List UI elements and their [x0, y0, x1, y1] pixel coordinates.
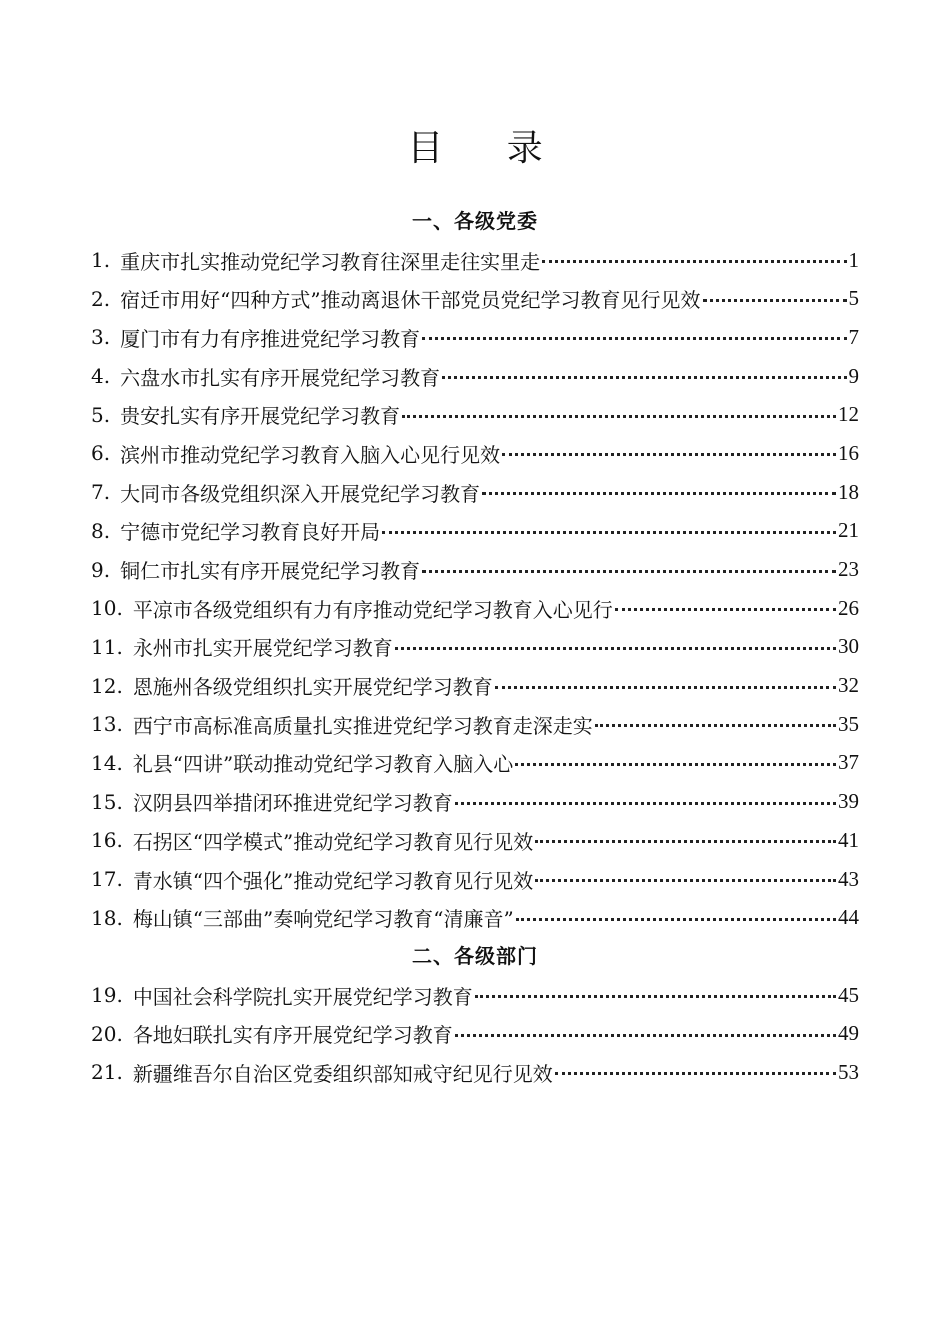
entry-page-number: 12 [838, 402, 859, 427]
dot-leader [595, 714, 836, 734]
entry-number: 7 . [91, 480, 120, 504]
entry-page-number: 35 [838, 711, 859, 736]
entry-number: 20 . [91, 1022, 133, 1046]
dot-leader [482, 482, 836, 502]
entry-title: 宿迁市用好“四种方式”推动离退休干部党员党纪学习教育见行见效 [120, 288, 701, 313]
entry-number: 8 . [91, 519, 120, 543]
entry-title: 六盘水市扎实有序开展党纪学习教育 [120, 365, 441, 390]
dot-leader [475, 985, 836, 1005]
toc-entry[interactable] [91, 395, 859, 434]
entry-page-number: 18 [838, 479, 859, 504]
entry-number: 4 . [91, 364, 120, 388]
entry-page-number: 30 [838, 634, 859, 659]
toc-entry[interactable] [91, 821, 859, 860]
entry-title: 梅山镇“三部曲”奏响党纪学习教育“清廉音” [132, 907, 514, 932]
entry-number: 16 . [91, 828, 133, 852]
entry-number: 6 . [91, 441, 120, 465]
entry-title: 中国社会科学院扎实开展党纪学习教育 [132, 984, 473, 1009]
entry-page-number: 45 [838, 982, 859, 1007]
entry-page-number: 43 [838, 866, 859, 891]
toc-entry[interactable] [91, 898, 859, 937]
entry-page-number: 26 [838, 595, 859, 620]
entry-title: 滨州市推动党纪学习教育入脑入心见行见效 [120, 442, 501, 467]
entry-title: 重庆市扎实推动党纪学习教育往深里走往实里走 [120, 249, 541, 274]
dot-leader [542, 250, 846, 270]
entry-title: 汉阴县四举措闭环推进党纪学习教育 [132, 791, 453, 816]
dot-leader [442, 366, 846, 386]
entry-title: 永州市扎实开展党纪学习教育 [132, 636, 393, 661]
entry-title: 平凉市各级党组织有力有序推动党纪学习教育入心见行 [132, 597, 613, 622]
entry-page-number: 21 [838, 518, 859, 543]
entry-number: 17 . [91, 867, 133, 891]
entry-title: 新疆维吾尔自治区党委组织部知戒守纪见行见效 [132, 1061, 553, 1086]
toc-entry[interactable] [91, 241, 859, 280]
entry-number: 12 . [91, 674, 133, 698]
entry-page-number: 49 [838, 1021, 859, 1046]
entry-title: 青水镇“四个强化”推动党纪学习教育见行见效 [132, 868, 534, 893]
entry-title: 贵安扎实有序开展党纪学习教育 [120, 404, 401, 429]
entry-number: 15 . [91, 790, 133, 814]
entry-number: 18 . [91, 906, 133, 930]
toc-entry[interactable] [91, 473, 859, 512]
toc-entry[interactable] [91, 318, 859, 357]
entry-number: 14 . [91, 751, 133, 775]
toc-entry[interactable] [91, 705, 859, 744]
dot-leader [515, 753, 836, 773]
entry-title: 恩施州各级党组织扎实开展党纪学习教育 [132, 675, 493, 700]
dot-leader [615, 598, 836, 618]
toc-entry[interactable] [91, 550, 859, 589]
table-of-contents [91, 202, 859, 1092]
entry-number: 13 . [91, 712, 133, 736]
toc-entry[interactable] [91, 512, 859, 551]
section-heading: 二、各级部门 [412, 944, 538, 969]
dot-leader [395, 637, 836, 657]
entry-number: 5 . [91, 403, 120, 427]
entry-page-number: 37 [838, 750, 859, 775]
toc-entry[interactable] [91, 589, 859, 628]
toc-entry[interactable] [91, 628, 859, 667]
entry-page-number: 53 [838, 1059, 859, 1084]
entry-number: 2 . [91, 287, 120, 311]
dot-leader [402, 405, 836, 425]
dot-leader [535, 869, 836, 889]
entry-title: 铜仁市扎实有序开展党纪学习教育 [120, 559, 421, 584]
entry-number: 19 . [91, 983, 133, 1007]
toc-entry[interactable] [91, 666, 859, 705]
dot-leader [535, 830, 836, 850]
toc-entry[interactable] [91, 279, 859, 318]
entry-number: 1 . [91, 248, 120, 272]
toc-entry[interactable] [91, 782, 859, 821]
toc-entry[interactable] [91, 744, 859, 783]
entry-number: 11 . [91, 635, 133, 659]
entry-page-number: 16 [838, 440, 859, 465]
dot-leader [422, 327, 846, 347]
dot-leader [516, 908, 836, 928]
entry-page-number: 5 [848, 286, 859, 311]
entry-number: 21 . [91, 1060, 133, 1084]
entry-page-number: 41 [838, 827, 859, 852]
toc-entry[interactable] [91, 434, 859, 473]
dot-leader [495, 676, 836, 696]
dot-leader [455, 1024, 836, 1044]
toc-entry[interactable] [91, 860, 859, 899]
entry-title: 厦门市有力有序推进党纪学习教育 [120, 326, 421, 351]
entry-page-number: 39 [838, 789, 859, 814]
toc-entry[interactable] [91, 1014, 859, 1053]
page-title: 目 录 [407, 128, 569, 169]
dot-leader [455, 792, 836, 812]
entry-title: 各地妇联扎实有序开展党纪学习教育 [132, 1023, 453, 1048]
entry-number: 3 . [91, 325, 120, 349]
entry-title: 礼县“四讲”联动推动党纪学习教育入脑入心 [132, 752, 514, 777]
entry-page-number: 7 [848, 324, 859, 349]
section-heading: 一、各级党委 [412, 209, 538, 233]
toc-entry[interactable] [91, 357, 859, 396]
dot-leader [422, 560, 836, 580]
entry-page-number: 32 [838, 673, 859, 698]
toc-entry[interactable] [91, 1053, 859, 1092]
entry-title: 宁德市党纪学习教育良好开局 [120, 520, 381, 545]
dot-leader [703, 289, 847, 309]
entry-page-number: 23 [838, 557, 859, 582]
dot-leader [382, 521, 836, 541]
entry-number: 9 . [91, 558, 120, 582]
entry-title: 大同市各级党组织深入开展党纪学习教育 [120, 481, 481, 506]
entry-page-number: 44 [838, 905, 859, 930]
dot-leader [502, 443, 836, 463]
entry-page-number: 9 [848, 363, 859, 388]
entry-page-number: 1 [848, 247, 859, 272]
toc-entry[interactable] [91, 976, 859, 1015]
entry-number: 10 . [91, 596, 133, 620]
dot-leader [555, 1062, 836, 1082]
entry-title: 西宁市高标准高质量扎实推进党纪学习教育走深走实 [132, 713, 593, 738]
entry-title: 石拐区“四学模式”推动党纪学习教育见行见效 [132, 829, 534, 854]
